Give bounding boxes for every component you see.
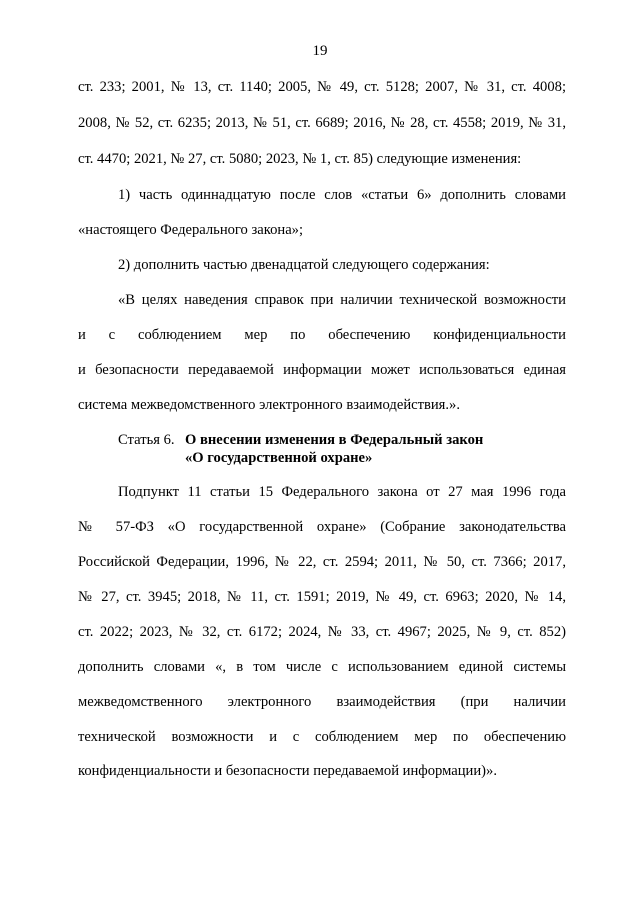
quote-line: и безопасности передаваемой информации может использоваться единая: [78, 362, 566, 378]
text-line: ст. 233; 2001, № 13, ст. 1140; 2005, № 49, ст. 5128; 2007, № 31, ст. 4008;: [78, 79, 566, 95]
quote-line: и с соблюдением мер по обеспечению конфиденциальности: [78, 327, 566, 343]
body-line: № 57-ФЗ «О государственной охране» (Собрание законодательства: [78, 519, 566, 535]
article-label: Статья 6.: [118, 432, 175, 448]
body-line: Подпункт 11 статьи 15 Федерального закона от 27 мая 1996 года: [118, 484, 566, 500]
body-line: № 27, ст. 3945; 2018, № 11, ст. 1591; 2019, № 49, ст. 6963; 2020, № 14,: [78, 589, 566, 605]
text-line: ст. 4470; 2021, № 27, ст. 5080; 2023, № 1, ст. 85) следующие изменения:: [78, 151, 522, 167]
body-line: дополнить словами «, в том числе с использованием единой системы: [78, 659, 566, 675]
body-line: Российской Федерации, 1996, № 22, ст. 2594; 2011, № 50, ст. 7366; 2017,: [78, 554, 566, 570]
quote-line: «В целях наведения справок при наличии технической возможности: [118, 292, 566, 308]
article-title-line1: О внесении изменения в Федеральный закон: [185, 432, 484, 448]
quote-line: система межведомственного электронного взаимодействия.».: [78, 397, 460, 413]
list-item-1-line: 1) часть одиннадцатую после слов «статьи 6» дополнить словами: [118, 187, 566, 203]
body-line: ст. 2022; 2023, № 32, ст. 6172; 2024, № 33, ст. 4967; 2025, № 9, ст. 852): [78, 624, 566, 640]
body-line: межведомственного электронного взаимодействия (при наличии: [78, 694, 566, 710]
body-line: технической возможности и с соблюдением мер по обеспечению: [78, 729, 566, 745]
article-title-line2: «О государственной охране»: [185, 450, 373, 466]
page-number: 19: [312, 43, 328, 59]
body-line: конфиденциальности и безопасности передаваемой информации)».: [78, 763, 497, 779]
list-item-1-line: «настоящего Федерального закона»;: [78, 222, 304, 238]
list-item-2: 2) дополнить частью двенадцатой следующего содержания:: [118, 257, 490, 273]
text-line: 2008, № 52, ст. 6235; 2013, № 51, ст. 6689; 2016, № 28, ст. 4558; 2019, № 31,: [78, 115, 566, 131]
